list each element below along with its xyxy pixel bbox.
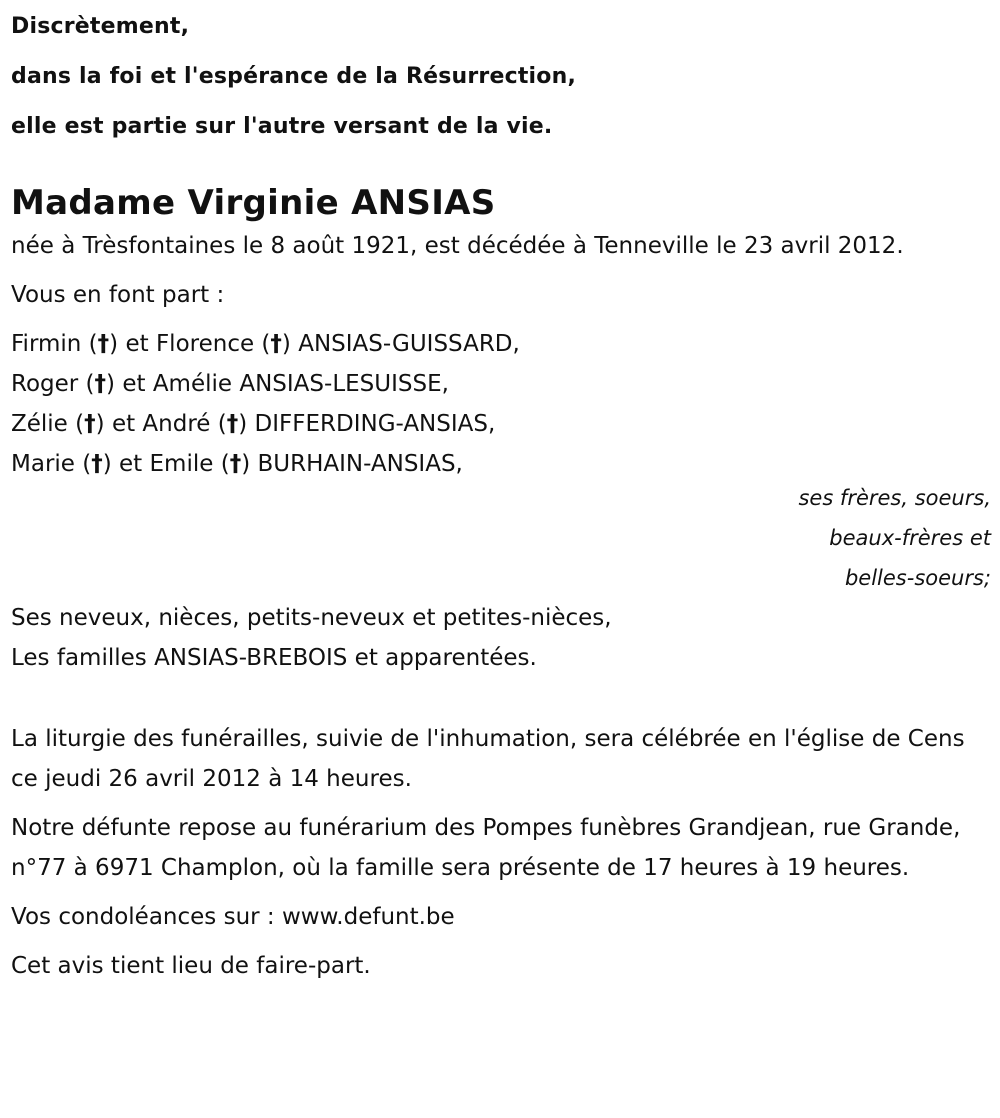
deceased-name: Madame Virginie ANSIAS (11, 183, 496, 223)
sibling-name: Marie (11, 451, 75, 477)
cross-icon: † (97, 331, 110, 357)
family-name: BURHAIN-ANSIAS, (257, 451, 463, 477)
cross-icon: † (229, 451, 242, 477)
relation-line-3: belles-soeurs; (844, 566, 991, 590)
sibling-line: Zélie (†) et André (†) DIFFERDING-ANSIAS, (11, 411, 496, 437)
conjunction: et (122, 371, 146, 397)
cross-icon: † (270, 331, 282, 357)
family-name: ANSIAS-GUISSARD, (298, 331, 520, 357)
family-name: ANSIAS-LESUISSE, (239, 371, 449, 397)
other-relatives (11, 598, 991, 678)
sibling-line: Roger (†) et Amélie ANSIAS-LESUISSE, (11, 371, 449, 397)
cross-icon: † (226, 411, 239, 437)
intro-line-2: dans la foi et l'espérance de la Résurrection, (11, 64, 577, 89)
cross-icon: † (94, 371, 107, 397)
intro-line-1: Discrètement, (11, 14, 190, 39)
relation-line-2: beaux-frères et (829, 526, 991, 550)
cross-icon: † (91, 451, 103, 477)
funeral-home-info: Notre défunte repose au funérarium des Pompes funèbres Grandjean, rue Grande, n°77 à 6971 Champlon, où la famille sera présente de 17 heures à 19 heures. (11, 815, 961, 881)
spouse-name: Emile (149, 451, 214, 477)
announce-text: Vous en font part : (11, 282, 225, 308)
cross-icon: † (84, 411, 96, 437)
sibling-name: Roger (11, 371, 79, 397)
conjunction: et (125, 331, 149, 357)
spouse-name: Amélie (152, 371, 233, 397)
sibling-line: Marie (†) et Emile (†) BURHAIN-ANSIAS, (11, 451, 463, 477)
relation-caption (11, 478, 991, 598)
funeral-liturgy-info: La liturgie des funérailles, suivie de l'inhumation, sera célébrée en l'église de Cens ce jeudi 26 avril 2012 à 14 heures. (11, 726, 965, 792)
obituary-notice (11, 0, 991, 986)
sibling-name: Firmin (11, 331, 82, 357)
relation-line-1: ses frères, soeurs, (798, 486, 991, 510)
families-line: Les familles ANSIAS-BREBOIS et apparentées. (11, 645, 537, 671)
closing-statement: Cet avis tient lieu de faire-part. (11, 953, 371, 979)
family-name: DIFFERDING-ANSIAS, (254, 411, 496, 437)
intro-line-3: elle est partie sur l'autre versant de la vie. (11, 114, 553, 139)
spouse-name: Florence (155, 331, 255, 357)
conjunction: et (111, 411, 136, 437)
spouse-name: André (142, 411, 211, 437)
siblings-list (11, 324, 991, 484)
conjunction: et (119, 451, 143, 477)
intro-block (11, 0, 991, 152)
birth-death-statement: née à Trèsfontaines le 8 août 1921, est décédée à Tenneville le 23 avril 2012. (11, 233, 904, 259)
sibling-line: Firmin (†) et Florence (†) ANSIAS-GUISSARD, (11, 331, 520, 357)
sibling-name: Zélie (11, 411, 68, 437)
condolences-info: Vos condoléances sur : www.defunt.be (11, 904, 455, 930)
nephews-nieces-line: Ses neveux, nièces, petits-neveux et petites-nièces, (11, 605, 612, 631)
